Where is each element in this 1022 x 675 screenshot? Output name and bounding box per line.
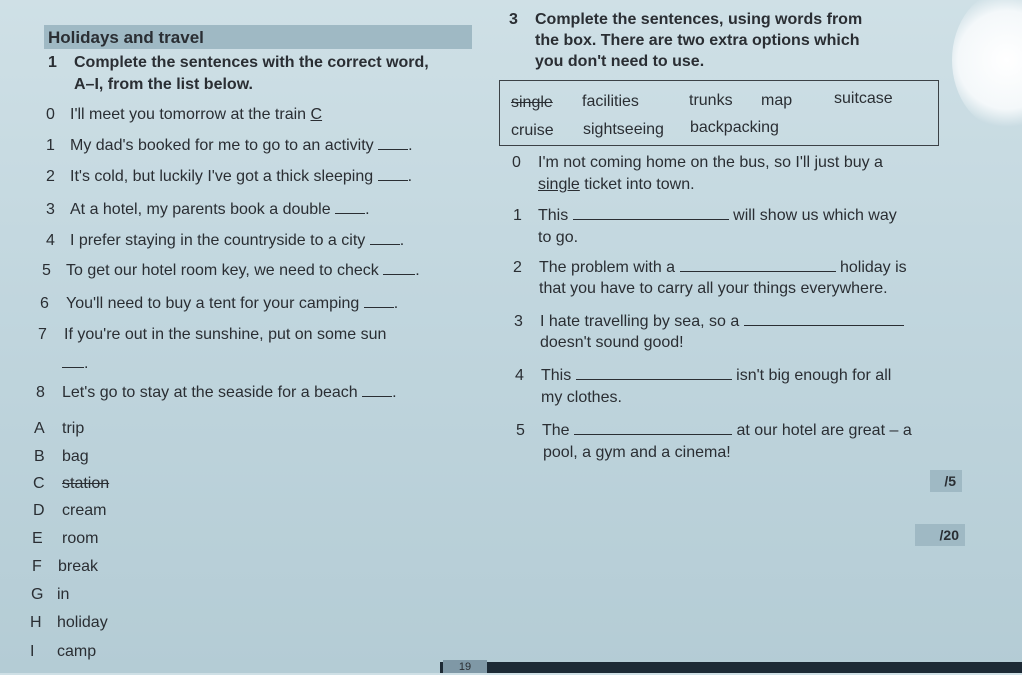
exercise-3-item-4-line2: my clothes. bbox=[541, 389, 622, 406]
exercise-3-item-0: 0 I'm not coming home on the bus, so I'll just buy a bbox=[512, 154, 883, 171]
box-word-facilities: facilities bbox=[582, 93, 639, 110]
exercise-1-item-3: 3 At a hotel, my parents book a double . bbox=[46, 201, 370, 218]
box-word-cruise: cruise bbox=[511, 122, 554, 139]
box-word-single: single bbox=[511, 94, 553, 111]
option-c: C station bbox=[33, 475, 110, 492]
exercise-1-instruction-line2: A–I, from the list below. bbox=[74, 76, 253, 93]
answer-blank[interactable] bbox=[576, 367, 732, 380]
option-d: D cream bbox=[33, 502, 107, 519]
box-word-sightseeing: sightseeing bbox=[583, 121, 664, 138]
example-answer: single bbox=[538, 176, 580, 193]
exercise-3-item-1-line2: to go. bbox=[538, 229, 579, 246]
answer-blank[interactable] bbox=[383, 262, 415, 275]
option-e: E room bbox=[32, 530, 99, 547]
exercise-3-item-1: 1 This will show us which way bbox=[513, 207, 897, 224]
option-b: B bag bbox=[34, 448, 89, 465]
option-g: G in bbox=[31, 586, 70, 603]
exercise-3-instruction-line2: the box. There are two extra options which bbox=[535, 32, 860, 49]
total-score: /20 bbox=[915, 524, 965, 546]
exercise-3-item-5: 5 The at our hotel are great – a bbox=[516, 422, 912, 439]
answer-blank[interactable] bbox=[574, 422, 732, 435]
answer-blank[interactable] bbox=[744, 313, 904, 326]
option-a: A trip bbox=[34, 420, 85, 437]
box-word-backpacking: backpacking bbox=[690, 119, 779, 136]
answer-blank[interactable] bbox=[680, 259, 836, 272]
exercise-3-instruction-line3: you don't need to use. bbox=[535, 53, 705, 70]
exercise-1-item-4: 4 I prefer staying in the countryside to a city . bbox=[46, 232, 405, 249]
exercise-1-item-2: 2 It's cold, but luckily I've got a thick sleeping . bbox=[46, 168, 413, 185]
answer-blank[interactable] bbox=[370, 232, 400, 245]
box-word-map: map bbox=[761, 92, 793, 109]
option-f: F break bbox=[32, 558, 99, 575]
answer-blank[interactable] bbox=[362, 384, 392, 397]
exercise-3-item-3-line2: doesn't sound good! bbox=[540, 334, 684, 351]
exercise-1-item-8: 8 Let's go to stay at the seaside for a beach . bbox=[36, 384, 397, 401]
option-i: I camp bbox=[30, 643, 97, 660]
exercise-1-item-7: 7 If you're out in the sunshine, put on some sun bbox=[38, 326, 387, 343]
exercise-3-item-2: 2 The problem with a holiday is bbox=[513, 259, 907, 276]
exercise-3-item-5-line2: pool, a gym and a cinema! bbox=[543, 444, 731, 461]
answer-blank[interactable] bbox=[364, 295, 394, 308]
page-bottom-edge bbox=[440, 662, 1022, 673]
answer-blank[interactable] bbox=[335, 201, 365, 214]
page-number: 19 bbox=[443, 660, 487, 673]
light-glare bbox=[952, 0, 1022, 130]
exercise-3-item-0-line2: single ticket into town. bbox=[538, 176, 695, 193]
exercise-3-instruction: 3 Complete the sentences, using words from bbox=[509, 11, 863, 28]
answer-blank[interactable] bbox=[378, 168, 408, 181]
exercise-3-item-2-line2: that you have to carry all your things everywhere. bbox=[539, 280, 888, 297]
exercise-3-score: /5 bbox=[930, 470, 962, 492]
section-title: Holidays and travel bbox=[44, 25, 472, 49]
answer-blank[interactable] bbox=[573, 207, 729, 220]
option-h: H holiday bbox=[30, 614, 108, 631]
exercise-3-item-3: 3 I hate travelling by sea, so a bbox=[514, 313, 904, 331]
exercise-1-item-0: 0 I'll meet you tomorrow at the train C bbox=[46, 106, 323, 123]
exercise-1-instruction: 1 Complete the sentences with the correct word, bbox=[48, 54, 429, 71]
exercise-1-item-1: 1 My dad's booked for me to go to an activity . bbox=[46, 137, 413, 154]
box-word-trunks: trunks bbox=[689, 92, 733, 109]
example-answer: C bbox=[310, 106, 323, 123]
answer-blank[interactable] bbox=[62, 355, 84, 368]
exercise-1-item-5: 5 To get our hotel room key, we need to check . bbox=[42, 262, 420, 279]
exercise-3-item-4: 4 This isn't big enough for all bbox=[515, 367, 892, 384]
exercise-1-item-7-continued: . bbox=[62, 355, 88, 373]
answer-blank[interactable] bbox=[378, 137, 408, 150]
exercise-1-item-6: 6 You'll need to buy a tent for your camping . bbox=[40, 295, 399, 312]
box-word-suitcase: suitcase bbox=[834, 90, 893, 107]
